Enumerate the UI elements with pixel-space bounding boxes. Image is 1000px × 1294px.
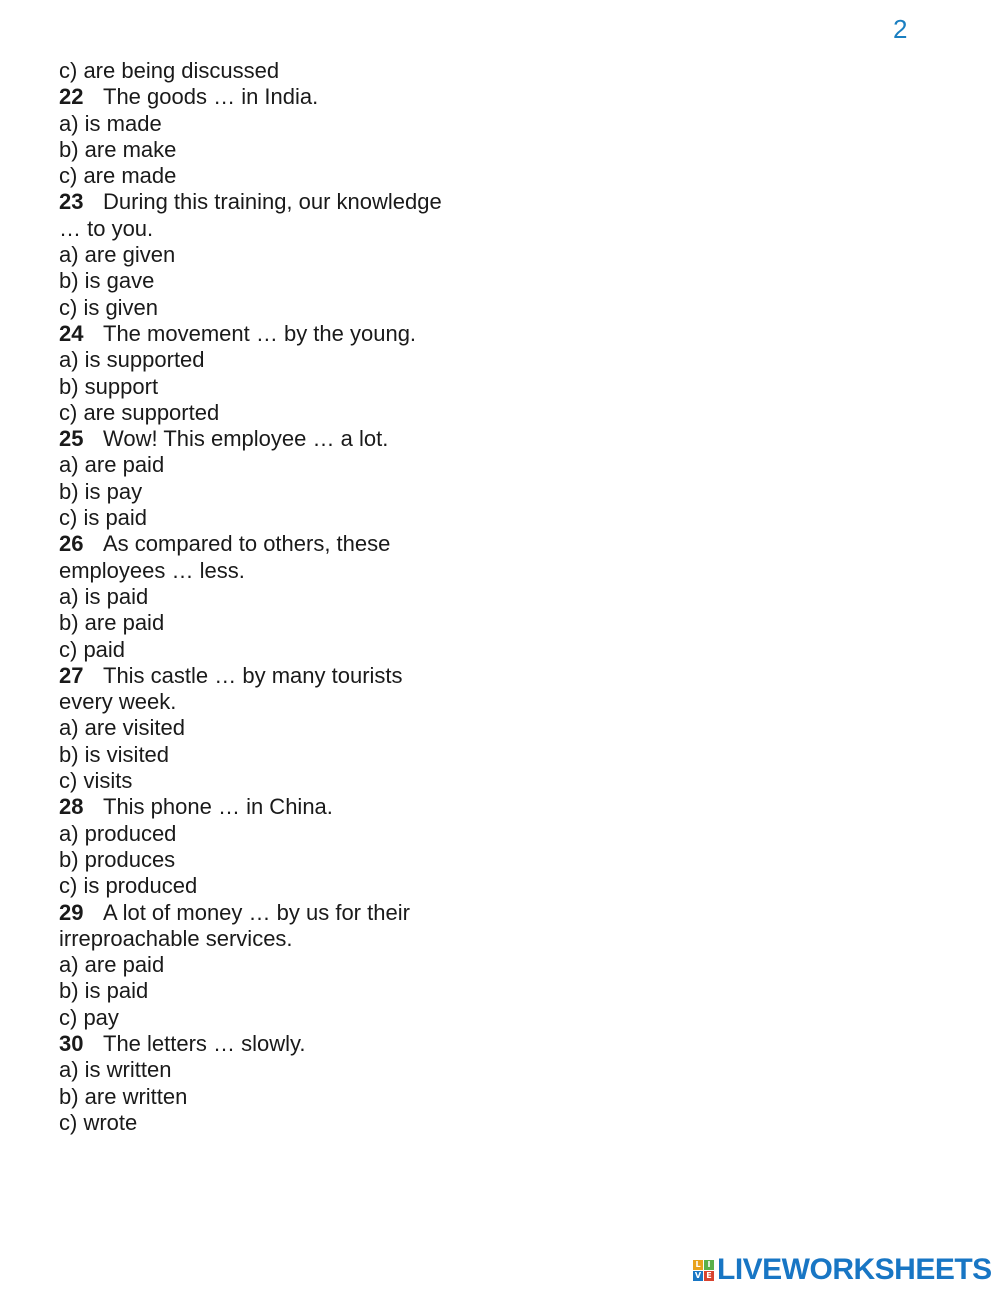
line-text: a) is paid [59, 583, 149, 609]
answer-option [59, 978, 499, 1004]
question-number: 30 [59, 1030, 84, 1056]
question-line-continued [59, 216, 499, 242]
line-text: c) are supported [59, 399, 220, 425]
answer-option [59, 952, 499, 978]
question-line [59, 794, 499, 820]
line-text: As compared to others, these [103, 531, 391, 557]
line-text: employees … less. [59, 557, 245, 583]
line-text: c) are being discussed [59, 58, 280, 83]
logo-mark-cell: E [704, 1271, 714, 1281]
line-text: c) wrote [59, 1109, 138, 1135]
question-line [59, 663, 499, 689]
answer-option [59, 505, 499, 531]
line-text: c) paid [59, 636, 126, 662]
line-text: Wow! This employee … a lot. [103, 426, 389, 452]
answer-option [59, 242, 499, 268]
line-text: The goods … in India. [103, 84, 319, 110]
answer-option [59, 1005, 499, 1031]
question-number: 23 [59, 189, 84, 215]
question-line [59, 531, 499, 557]
line-text: c) is produced [59, 873, 198, 899]
line-text: b) support [59, 373, 159, 399]
logo-mark-cell: V [694, 1270, 702, 1280]
answer-option [59, 821, 499, 847]
question-line-continued [59, 689, 499, 715]
answer-option [59, 295, 499, 321]
question-number: 26 [59, 531, 84, 557]
line-text: A lot of money … by us for their [103, 899, 410, 925]
line-text: a) are paid [59, 952, 165, 978]
answer-option [59, 58, 499, 84]
page-number: 2 [893, 14, 908, 44]
question-line [59, 426, 499, 452]
question-line [59, 321, 499, 347]
answer-option [59, 715, 499, 741]
line-text: b) are paid [59, 610, 165, 636]
line-text: b) are written [59, 1083, 188, 1109]
liveworksheets-logo [693, 1254, 992, 1286]
question-line [59, 1031, 499, 1057]
answer-option [59, 452, 499, 478]
line-text: c) is given [59, 294, 159, 320]
line-text: The movement … by the young. [103, 320, 417, 346]
question-line [59, 84, 499, 110]
question-line [59, 189, 499, 215]
logo-text: LIVEWORKSHEETS [717, 1253, 992, 1286]
line-text: This phone … in China. [103, 794, 333, 820]
line-text: … to you. [59, 215, 154, 241]
answer-option [59, 268, 499, 294]
answer-option [59, 768, 499, 794]
line-text: a) are paid [59, 452, 165, 478]
answer-option [59, 610, 499, 636]
line-text: every week. [59, 689, 177, 715]
line-text: c) visits [59, 768, 133, 794]
line-text: c) are made [59, 163, 177, 189]
answer-option [59, 479, 499, 505]
answer-option [59, 873, 499, 899]
worksheet-content [59, 58, 499, 1136]
line-text: a) are visited [59, 715, 185, 741]
answer-option [59, 584, 499, 610]
answer-option [59, 847, 499, 873]
line-text: b) produces [59, 846, 176, 872]
line-text: a) are given [59, 242, 176, 268]
answer-option [59, 1084, 499, 1110]
answer-option [59, 137, 499, 163]
question-line-continued [59, 926, 499, 952]
line-text: b) is pay [59, 478, 143, 504]
line-text: During this training, our knowledge [103, 189, 442, 215]
question-line-continued [59, 558, 499, 584]
line-text: This castle … by many tourists [103, 662, 403, 688]
line-text: a) is supported [59, 347, 205, 373]
question-number: 27 [59, 662, 84, 688]
line-text: c) pay [59, 1004, 119, 1030]
logo-mark-icon [693, 1260, 714, 1281]
line-text: b) is gave [59, 268, 155, 294]
question-number: 25 [59, 426, 84, 452]
line-text: b) is visited [59, 741, 170, 767]
question-number: 29 [59, 899, 84, 925]
question-number: 28 [59, 794, 84, 820]
answer-option [59, 1057, 499, 1083]
line-text: a) is written [59, 1057, 172, 1083]
line-text: The letters … slowly. [103, 1030, 306, 1056]
answer-option [59, 163, 499, 189]
answer-option [59, 111, 499, 137]
answer-option [59, 637, 499, 663]
line-text: b) are make [59, 136, 177, 162]
answer-option [59, 1110, 499, 1136]
line-text: irreproachable services. [59, 925, 293, 951]
answer-option [59, 742, 499, 768]
line-text: a) is made [59, 110, 162, 136]
question-number: 22 [59, 84, 84, 110]
line-text: a) produced [59, 820, 177, 846]
question-number: 24 [59, 320, 84, 346]
question-line [59, 900, 499, 926]
answer-option [59, 374, 499, 400]
answer-option [59, 347, 499, 373]
line-text: b) is paid [59, 978, 149, 1004]
line-text: c) is paid [59, 505, 148, 531]
logo-mark-cell: L [693, 1260, 703, 1270]
answer-option [59, 400, 499, 426]
logo-mark-cell: I [704, 1260, 714, 1270]
